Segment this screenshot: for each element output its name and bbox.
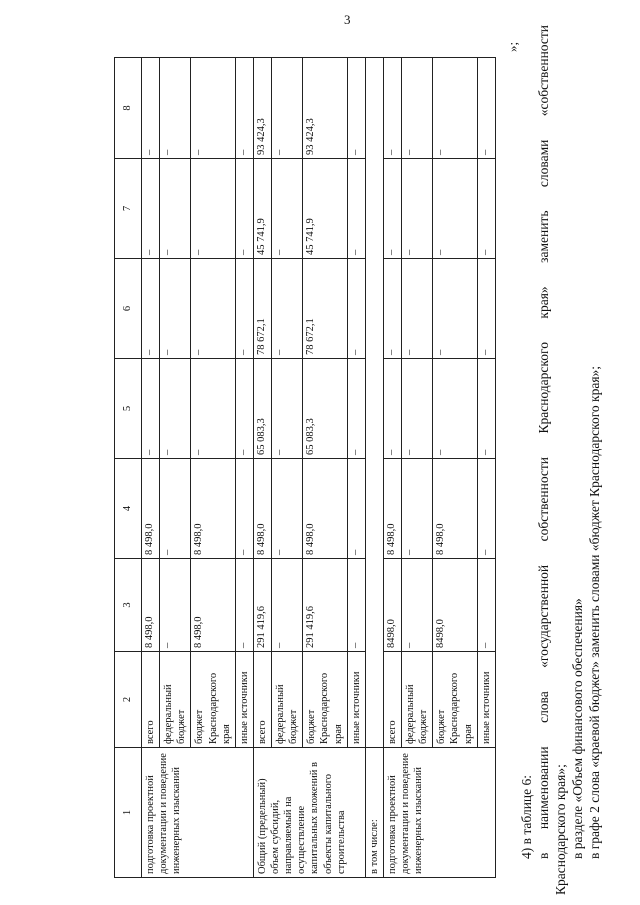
value-cell: – <box>477 159 495 259</box>
value-cell: 291 419,6 <box>253 559 271 652</box>
source-cell: федеральный бюджет <box>160 652 191 748</box>
paragraph-column: в графе 2 слова «краевой бюджет» заменить словами «бюджет Краснодарского края»; <box>587 365 602 859</box>
value-cell: – <box>191 359 235 459</box>
value-cell: – <box>235 459 253 559</box>
value-cell: 8 498,0 <box>191 559 235 652</box>
source-cell: всего <box>383 652 401 748</box>
header-cell: 1 <box>115 748 142 878</box>
source-cell: всего <box>253 652 271 748</box>
page-number: 3 <box>344 12 351 27</box>
value-cell: – <box>160 559 191 652</box>
value-cell: – <box>272 259 303 359</box>
value-cell: – <box>383 58 401 159</box>
value-cell: 8 498,0 <box>303 459 347 559</box>
value-cell: 93 424,3 <box>303 58 347 159</box>
value-cell: – <box>433 359 477 459</box>
value-cell: – <box>160 259 191 359</box>
financing-table <box>114 57 496 878</box>
value-cell: – <box>347 559 365 652</box>
header-cell: 6 <box>115 259 142 359</box>
value-cell: – <box>433 58 477 159</box>
value-cell: – <box>477 559 495 652</box>
value-cell: – <box>142 58 160 159</box>
value-cell: 65 083,3 <box>253 359 271 459</box>
source-cell: иные источники <box>235 652 253 748</box>
group-label: Общий (предельный) объем субсидий, направляемый на осуществление капитальных вложений в объекты капитального строительства <box>253 748 365 878</box>
source-cell: иные источники <box>347 652 365 748</box>
value-cell: – <box>235 259 253 359</box>
value-cell: 93 424,3 <box>253 58 271 159</box>
value-cell: – <box>142 159 160 259</box>
value-cell: – <box>272 359 303 459</box>
body-text <box>518 25 603 895</box>
value-cell: – <box>347 259 365 359</box>
table-row <box>142 58 160 878</box>
header-cell: 4 <box>115 459 142 559</box>
source-cell: бюджет Краснодарского края <box>303 652 347 748</box>
group-label: подготовка проектной документации и поведение инженерных изысканий <box>142 748 254 878</box>
header-cell: 7 <box>115 159 142 259</box>
source-cell: иные источники <box>477 652 495 748</box>
value-cell: – <box>235 159 253 259</box>
value-cell: – <box>402 159 433 259</box>
value-cell: – <box>142 359 160 459</box>
value-cell: – <box>402 459 433 559</box>
value-cell: – <box>142 259 160 359</box>
table-row <box>253 58 271 878</box>
value-cell: 8 498,0 <box>253 459 271 559</box>
value-cell: 8 498,0 <box>433 459 477 559</box>
value-cell: – <box>383 159 401 259</box>
source-cell: федеральный бюджет <box>272 652 303 748</box>
header-cell: 3 <box>115 559 142 652</box>
table-row <box>365 58 383 878</box>
value-cell: 78 672,1 <box>303 259 347 359</box>
paragraph-rename: в наименовании слова «государственной собственности Краснодарского края» заменить словами «собственности <box>536 25 551 859</box>
group-label: подготовка проектной документации и поведение инженерных изысканий <box>383 748 495 878</box>
value-cell: 8 498,0 <box>383 459 401 559</box>
value-cell: – <box>402 58 433 159</box>
value-cell: – <box>272 159 303 259</box>
table-body <box>115 58 496 878</box>
source-cell: всего <box>142 652 160 748</box>
header-cell: 2 <box>115 652 142 748</box>
value-cell: – <box>347 359 365 459</box>
value-cell: – <box>347 159 365 259</box>
empty-cell <box>365 58 383 748</box>
value-cell: – <box>477 259 495 359</box>
value-cell: – <box>160 359 191 459</box>
value-cell: – <box>477 459 495 559</box>
value-cell: 8 498,0 <box>142 459 160 559</box>
value-cell: – <box>402 559 433 652</box>
table-container <box>114 58 520 878</box>
paragraph-section: в разделе «Объем финансового обеспечения» <box>570 598 585 859</box>
value-cell: – <box>433 259 477 359</box>
value-cell: 8 498,0 <box>142 559 160 652</box>
value-cell: – <box>191 159 235 259</box>
closing-quote: »; <box>505 41 520 52</box>
value-cell: – <box>191 58 235 159</box>
value-cell: – <box>347 58 365 159</box>
value-cell: 8 498,0 <box>191 459 235 559</box>
value-cell: 45 741,9 <box>303 159 347 259</box>
value-cell: – <box>160 58 191 159</box>
source-cell: бюджет Краснодарского края <box>433 652 477 748</box>
value-cell: 291 419,6 <box>303 559 347 652</box>
value-cell: – <box>477 359 495 459</box>
value-cell: – <box>433 159 477 259</box>
paragraph-item-4: 4) в таблице 6: <box>519 774 534 859</box>
header-cell: 5 <box>115 359 142 459</box>
value-cell: – <box>383 359 401 459</box>
value-cell: – <box>160 159 191 259</box>
value-cell: – <box>272 459 303 559</box>
value-cell: 78 672,1 <box>253 259 271 359</box>
value-cell: – <box>191 259 235 359</box>
value-cell: – <box>235 58 253 159</box>
value-cell: – <box>477 58 495 159</box>
value-cell: – <box>347 459 365 559</box>
source-cell: бюджет Краснодарского края <box>191 652 235 748</box>
value-cell: – <box>383 259 401 359</box>
paragraph-rename-cont: Краснодарского края»; <box>553 764 568 895</box>
table-row <box>383 58 401 878</box>
header-cell: 8 <box>115 58 142 159</box>
group-label: в том числе: <box>365 748 383 878</box>
value-cell: – <box>272 58 303 159</box>
value-cell: 8498,0 <box>433 559 477 652</box>
value-cell: – <box>402 259 433 359</box>
value-cell: – <box>402 359 433 459</box>
value-cell: – <box>272 559 303 652</box>
source-cell: федеральный бюджет <box>402 652 433 748</box>
value-cell: 45 741,9 <box>253 159 271 259</box>
value-cell: 8498,0 <box>383 559 401 652</box>
value-cell: – <box>160 459 191 559</box>
value-cell: – <box>235 559 253 652</box>
value-cell: 65 083,3 <box>303 359 347 459</box>
table-header-row <box>115 58 142 878</box>
value-cell: – <box>235 359 253 459</box>
